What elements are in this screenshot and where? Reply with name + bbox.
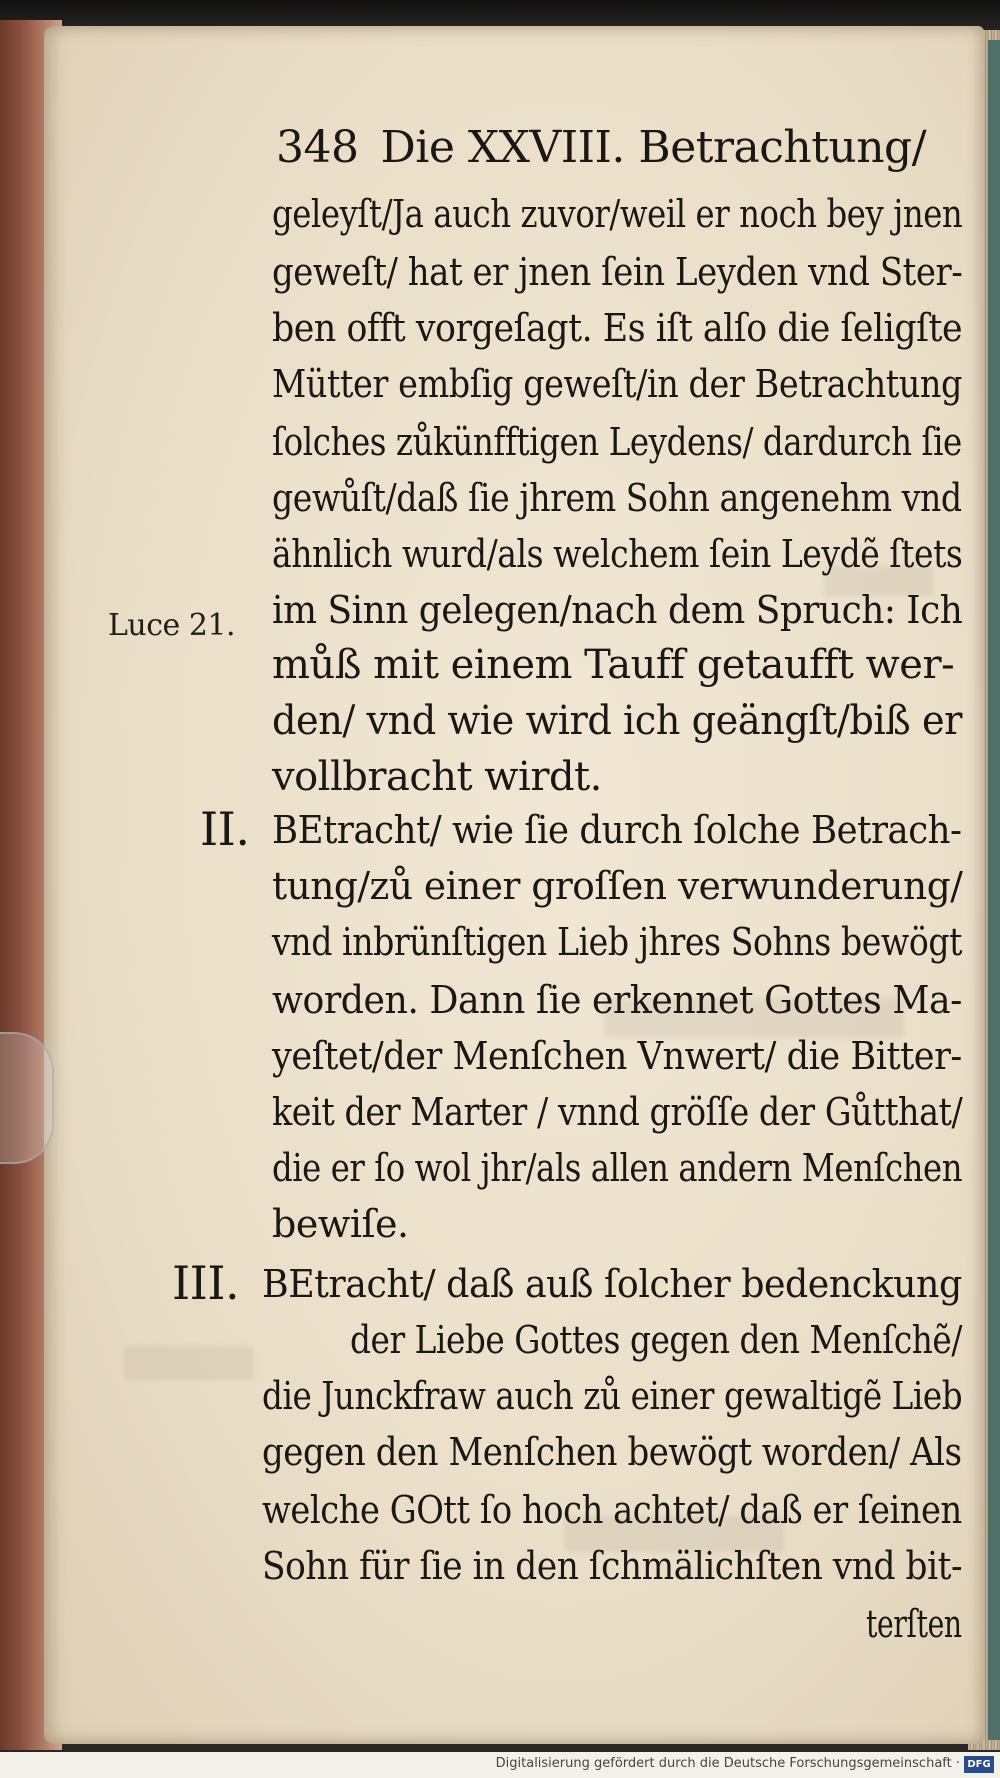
text-line: BEtracht/ wie ſie durch ſolche Betrach- — [272, 808, 962, 852]
text-line: ben offt vorgeſagt. Es iſt alſo die ſeligſte — [272, 306, 963, 350]
digitization-footer — [0, 1752, 1000, 1778]
text-line: geleyſt/Ja auch zuvor/weil er noch bey jnen — [272, 192, 963, 236]
text-line: Mütter embſig geweſt/in der Betrachtung — [272, 362, 962, 406]
text-line: ähnlich wurd/als welchem ſein Leydẽ ſtets — [272, 532, 963, 576]
text-line: die er ſo wol jhr/als allen andern Menſchen — [272, 1146, 963, 1190]
text-line: worden. Dann ſie erkennet Gottes Ma- — [272, 978, 962, 1022]
text-line: můß mit einem Tauff getaufft wer- — [272, 642, 955, 688]
text-line: vnd inbrünſtigen Lieb jhres Sohns bewögt — [272, 920, 963, 964]
catchword: terſten — [866, 1602, 962, 1646]
text-line: welche GOtt ſo hoch achtet/ daß er ſeinen — [262, 1488, 962, 1532]
footer-credit: Digitalisierung gefördert durch die Deutsche Forschungsgemeinschaft · — [495, 1756, 960, 1771]
text-line: ſolches zůkünfftigen Leydens/ dardurch ſie — [272, 420, 962, 464]
text-line: der Liebe Gottes gegen den Menſchẽ/ — [350, 1318, 962, 1362]
margin-note: Luce 21. — [108, 608, 236, 643]
text-line: tung/zů einer groſſen verwunderung/ — [272, 864, 963, 908]
paper-clip-tab — [0, 1032, 54, 1164]
text-line: Sohn für ſie in den ſchmälichſten vnd bit- — [262, 1544, 963, 1588]
text-line: den/ vnd wie wird ich geängſt/biß er — [272, 698, 962, 744]
page-number: 348 — [276, 122, 359, 173]
text-line: bewiſe. — [272, 1202, 409, 1246]
text-line: geweſt/ hat er jnen ſein Leyden vnd Ster- — [272, 250, 963, 294]
running-title: Die XXVIII. Betrachtung/ — [380, 122, 927, 173]
bleed-through-mark — [124, 1346, 254, 1380]
text-line: gewůſt/daß ſie jhrem Sohn angenehm vnd — [272, 476, 962, 520]
section-numeral-two: II. — [200, 802, 250, 856]
dfg-logo: DFG — [964, 1756, 994, 1773]
section-numeral-three: III. — [172, 1256, 240, 1310]
running-head — [276, 122, 926, 173]
text-line: vollbracht wirdt. — [272, 754, 602, 800]
text-line: im Sinn gelegen/nach dem Spruch: Ich — [272, 588, 963, 632]
text-line: keit der Marter / vnnd gröſſe der Gůtthat/ — [272, 1090, 963, 1134]
text-line: die Junckfraw auch zů einer gewaltigẽ Lieb — [262, 1374, 963, 1418]
text-line: BEtracht/ daß auß ſolcher bedenckung — [262, 1262, 962, 1306]
text-line: yeſtet/der Menſchen Vnwert/ die Bitter- — [272, 1034, 962, 1078]
book-cover-right — [988, 40, 1000, 1740]
text-line: gegen den Menſchen bewögt worden/ Als — [262, 1430, 962, 1474]
